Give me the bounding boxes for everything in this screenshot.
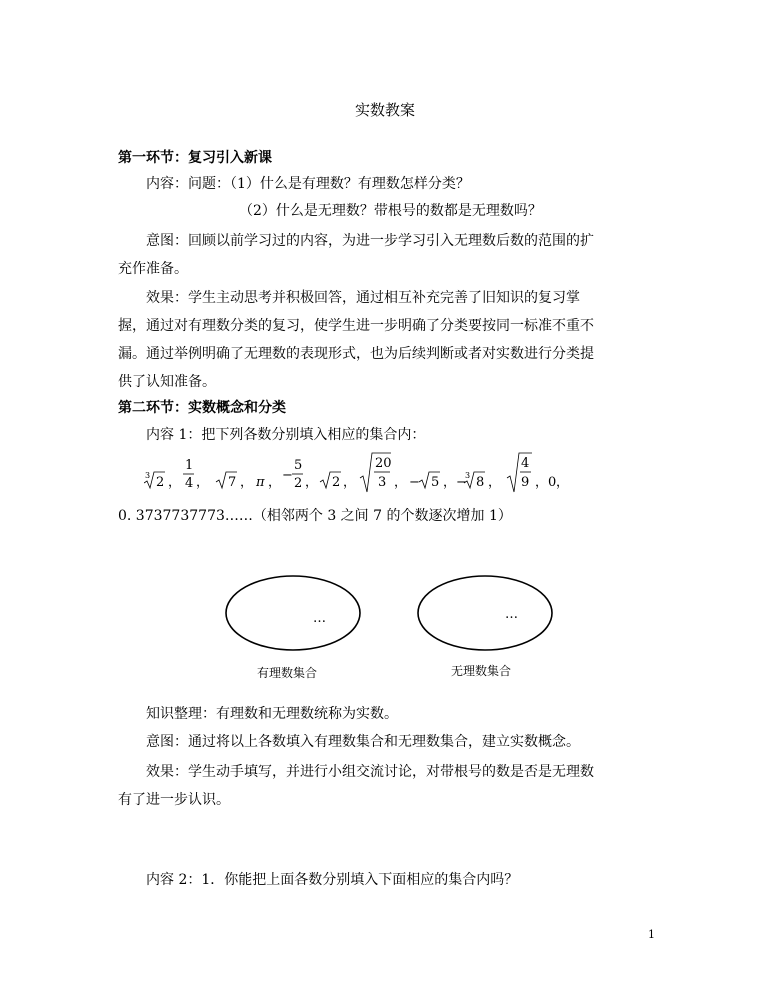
section1-intent-line2: 充作准备。 [118,261,188,277]
comma: ， [196,475,210,490]
fraction-denominator: 3 [378,475,387,490]
radicand-2: 2 [156,475,165,490]
knowledge-summary: 知识整理：有理数和无理数统称为实数。 [146,706,398,722]
comma: ， [394,475,408,490]
irrational-set-ellipsis: … [505,607,518,622]
section1-question-2: （2）什么是无理数？带根号的数都是无理数吗？ [239,203,542,219]
fraction-numerator: 20 [375,456,392,471]
comma: ， [488,475,502,490]
section1-intent-line1: 意图：回顾以前学习过的内容，为进一步学习引入无理数后数的范围的扩 [146,233,594,249]
section2-effect-line2: 有了进一步认识。 [118,792,230,808]
rational-set-ellipse [226,576,360,650]
fraction-denominator: 9 [521,475,530,490]
comma: ， [443,475,457,490]
fraction-numerator: 1 [185,458,194,473]
rational-set-label: 有理数集合 [257,666,318,680]
section2-content1: 内容 1：把下列各数分别填入相应的集合内： [146,427,426,443]
section2-heading: 第二环节：实数概念和分类 [118,400,286,416]
page-title: 实数教案 [354,101,415,119]
number-list-formula [144,452,584,496]
cube-root-index: 3 [465,471,471,480]
minus-sign: − [456,475,467,490]
comma: ， [168,475,182,490]
irrational-set-label: 无理数集合 [451,664,512,678]
page-number: 1 [648,928,655,941]
radicand-8: 8 [476,475,485,490]
section1-effect-line3: 漏。通过举例明确了无理数的表现形式，也为后续判断或者对实数进行分类提 [118,346,594,362]
radicand-7: 7 [228,475,237,490]
minus-sign: − [282,468,293,483]
rational-set-ellipsis: … [313,611,326,626]
pi-symbol: π [256,475,265,490]
cube-root-index: 3 [145,471,151,480]
section1-effect-line4: 供了认知准备。 [118,374,216,390]
comma: ， [240,475,254,490]
section1-effect-line2: 握，通过对有理数分类的复习，使学生进一步明确了分类要按同一标准不重不 [118,318,594,334]
section1-effect-line1: 效果：学生主动思考并积极回答，通过相互补充完善了旧知识的复习掌 [146,290,580,306]
section2-effect-line1: 效果：学生动手填写，并进行小组交流讨论，对带根号的数是否是无理数 [146,764,594,780]
comma: ， [535,475,549,490]
number-list-line2: 0. 3737737773……（相邻两个 3 之间 7 的个数逐次增加 1） [118,508,512,524]
set-diagram [0,560,770,700]
section2-content2: 内容 2：1．你能把上面各数分别填入下面相应的集合内吗？ [146,872,519,888]
fraction-numerator: 5 [294,458,303,473]
radicand-5: 5 [431,475,440,490]
minus-sign: − [409,475,420,490]
fraction-denominator: 4 [185,476,194,491]
fraction-numerator: 4 [521,456,530,471]
comma: ， [305,475,319,490]
zero: 0 [548,475,557,490]
comma: ， [268,475,282,490]
section2-intent: 意图：通过将以上各数填入有理数集合和无理数集合，建立实数概念。 [146,734,580,750]
irrational-set-ellipse [418,576,552,650]
fraction-denominator: 2 [294,476,303,491]
comma: ， [556,475,570,490]
section1-heading: 第一环节：复习引入新课 [118,150,272,166]
comma: ， [343,475,357,490]
radicand-2: 2 [332,475,341,490]
section1-question-1: 内容：问题：（1）什么是有理数？有理数怎样分类？ [146,176,470,192]
